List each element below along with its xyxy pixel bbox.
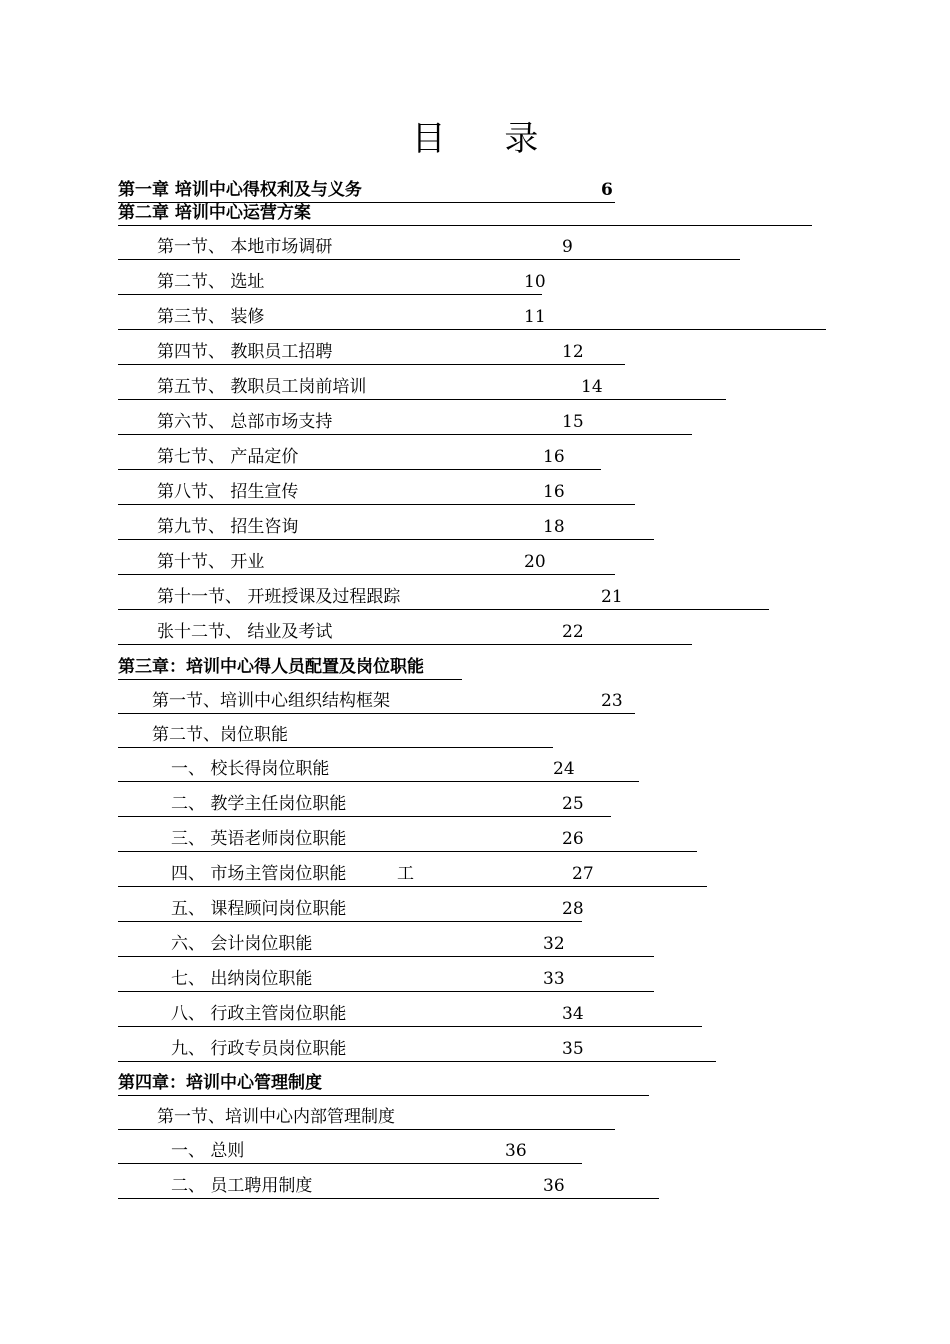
toc-section[interactable] bbox=[118, 375, 726, 400]
toc-page-number: 12 bbox=[562, 342, 584, 362]
toc-section[interactable] bbox=[118, 410, 692, 435]
toc-section[interactable] bbox=[118, 723, 553, 748]
toc-section[interactable] bbox=[118, 305, 826, 330]
toc-entry-label: 二、 员工聘用制度 bbox=[171, 1176, 313, 1196]
toc-page-number: 26 bbox=[562, 829, 584, 849]
toc-entry-label: 九、 行政专员岗位职能 bbox=[171, 1039, 347, 1059]
toc-section[interactable] bbox=[118, 235, 740, 260]
toc-entry-label: 第二节、岗位职能 bbox=[152, 725, 288, 745]
toc-entry-label: 第八节、 招生宣传 bbox=[157, 482, 299, 502]
toc-chapter-1[interactable] bbox=[118, 178, 615, 203]
toc-page-number: 23 bbox=[601, 691, 623, 711]
toc-entry-label: 三、 英语老师岗位职能 bbox=[171, 829, 347, 849]
toc-entry-label: 第一节、培训中心组织结构框架 bbox=[152, 691, 390, 711]
toc-entry-label: 第一章 培训中心得权利及与义务 bbox=[118, 180, 362, 200]
toc-entry-label: 七、 出纳岗位职能 bbox=[171, 969, 313, 989]
toc-entry-label: 第四节、 教职员工招聘 bbox=[157, 342, 333, 362]
toc-page-number: 21 bbox=[601, 587, 623, 607]
toc-entry-label: 第四章：培训中心管理制度 bbox=[118, 1073, 322, 1093]
toc-page-number: 34 bbox=[562, 1004, 584, 1024]
toc-entry-label: 四、 市场主管岗位职能 bbox=[171, 864, 347, 884]
toc-entry-label: 五、 课程顾问岗位职能 bbox=[171, 899, 347, 919]
toc-entry-label: 八、 行政主管岗位职能 bbox=[171, 1004, 347, 1024]
toc-page-number: 6 bbox=[601, 180, 613, 200]
toc-stray-char: 工 bbox=[397, 864, 414, 884]
toc-page-number: 25 bbox=[562, 794, 584, 814]
toc-subsection[interactable] bbox=[118, 1037, 716, 1062]
toc-chapter-2[interactable] bbox=[118, 201, 812, 226]
toc-page-number: 33 bbox=[543, 969, 565, 989]
toc-entry-label: 一、 校长得岗位职能 bbox=[171, 759, 330, 779]
toc-page-number: 14 bbox=[581, 377, 603, 397]
toc-subsection[interactable] bbox=[118, 1174, 659, 1199]
toc-entry-label: 第二节、 选址 bbox=[157, 272, 265, 292]
toc-section[interactable] bbox=[118, 689, 635, 714]
toc-section[interactable] bbox=[118, 270, 546, 295]
toc-page-number: 18 bbox=[543, 517, 565, 537]
toc-page-number: 16 bbox=[543, 482, 565, 502]
toc-section[interactable] bbox=[118, 585, 769, 610]
toc-subsection[interactable] bbox=[118, 967, 654, 992]
toc-page-number: 36 bbox=[505, 1141, 527, 1161]
toc-subsection[interactable] bbox=[118, 932, 654, 957]
toc-page-number: 15 bbox=[562, 412, 584, 432]
toc-entry-label: 一、 总则 bbox=[171, 1141, 245, 1161]
toc-section[interactable] bbox=[118, 1105, 615, 1130]
toc-section[interactable] bbox=[118, 550, 615, 575]
toc-page-number: 22 bbox=[562, 622, 584, 642]
toc-entry-label: 第五节、 教职员工岗前培训 bbox=[157, 377, 367, 397]
toc-title: 目 录 bbox=[411, 119, 563, 159]
toc-subsection[interactable] bbox=[118, 1139, 582, 1164]
toc-subsection[interactable] bbox=[118, 862, 707, 887]
toc-page-number: 28 bbox=[562, 899, 584, 919]
toc-entry-label: 第十节、 开业 bbox=[157, 552, 265, 572]
toc-entry-label: 二、 教学主任岗位职能 bbox=[171, 794, 347, 814]
toc-section[interactable] bbox=[118, 515, 654, 540]
toc-section[interactable] bbox=[118, 340, 625, 365]
toc-subsection[interactable] bbox=[118, 897, 582, 922]
toc-page-number: 27 bbox=[572, 864, 594, 884]
toc-entry-label: 第一节、 本地市场调研 bbox=[157, 237, 333, 257]
toc-subsection[interactable] bbox=[118, 1002, 702, 1027]
toc-entry-label: 第一节、培训中心内部管理制度 bbox=[157, 1107, 395, 1127]
toc-entry-label: 第三节、 装修 bbox=[157, 307, 265, 327]
toc-entry-label: 张十二节、 结业及考试 bbox=[157, 622, 333, 642]
toc-page-number: 9 bbox=[562, 237, 573, 257]
toc-subsection[interactable] bbox=[118, 827, 697, 852]
toc-entry-label: 六、 会计岗位职能 bbox=[171, 934, 313, 954]
toc-page-number: 35 bbox=[562, 1039, 584, 1059]
toc-page-number: 16 bbox=[543, 447, 565, 467]
toc-page-number: 36 bbox=[543, 1176, 565, 1196]
toc-section[interactable] bbox=[118, 480, 635, 505]
toc-chapter-3[interactable] bbox=[118, 655, 462, 680]
toc-subsection[interactable] bbox=[118, 792, 611, 817]
toc-page-number: 10 bbox=[524, 272, 546, 292]
toc-entry-label: 第三章：培训中心得人员配置及岗位职能 bbox=[118, 657, 424, 677]
toc-section[interactable] bbox=[118, 620, 692, 645]
toc-entry-label: 第六节、 总部市场支持 bbox=[157, 412, 333, 432]
toc-entry-label: 第十一节、 开班授课及过程跟踪 bbox=[157, 587, 401, 607]
toc-page-number: 24 bbox=[553, 759, 575, 779]
toc-chapter-4[interactable] bbox=[118, 1071, 649, 1096]
toc-entry-label: 第二章 培训中心运营方案 bbox=[118, 203, 311, 223]
toc-subsection[interactable] bbox=[118, 757, 639, 782]
toc-page-number: 11 bbox=[524, 307, 546, 327]
toc-page-number: 20 bbox=[524, 552, 546, 572]
toc-page-number: 32 bbox=[543, 934, 565, 954]
toc-entry-label: 第九节、 招生咨询 bbox=[157, 517, 299, 537]
toc-section[interactable] bbox=[118, 445, 601, 470]
toc-entry-label: 第七节、 产品定价 bbox=[157, 447, 299, 467]
